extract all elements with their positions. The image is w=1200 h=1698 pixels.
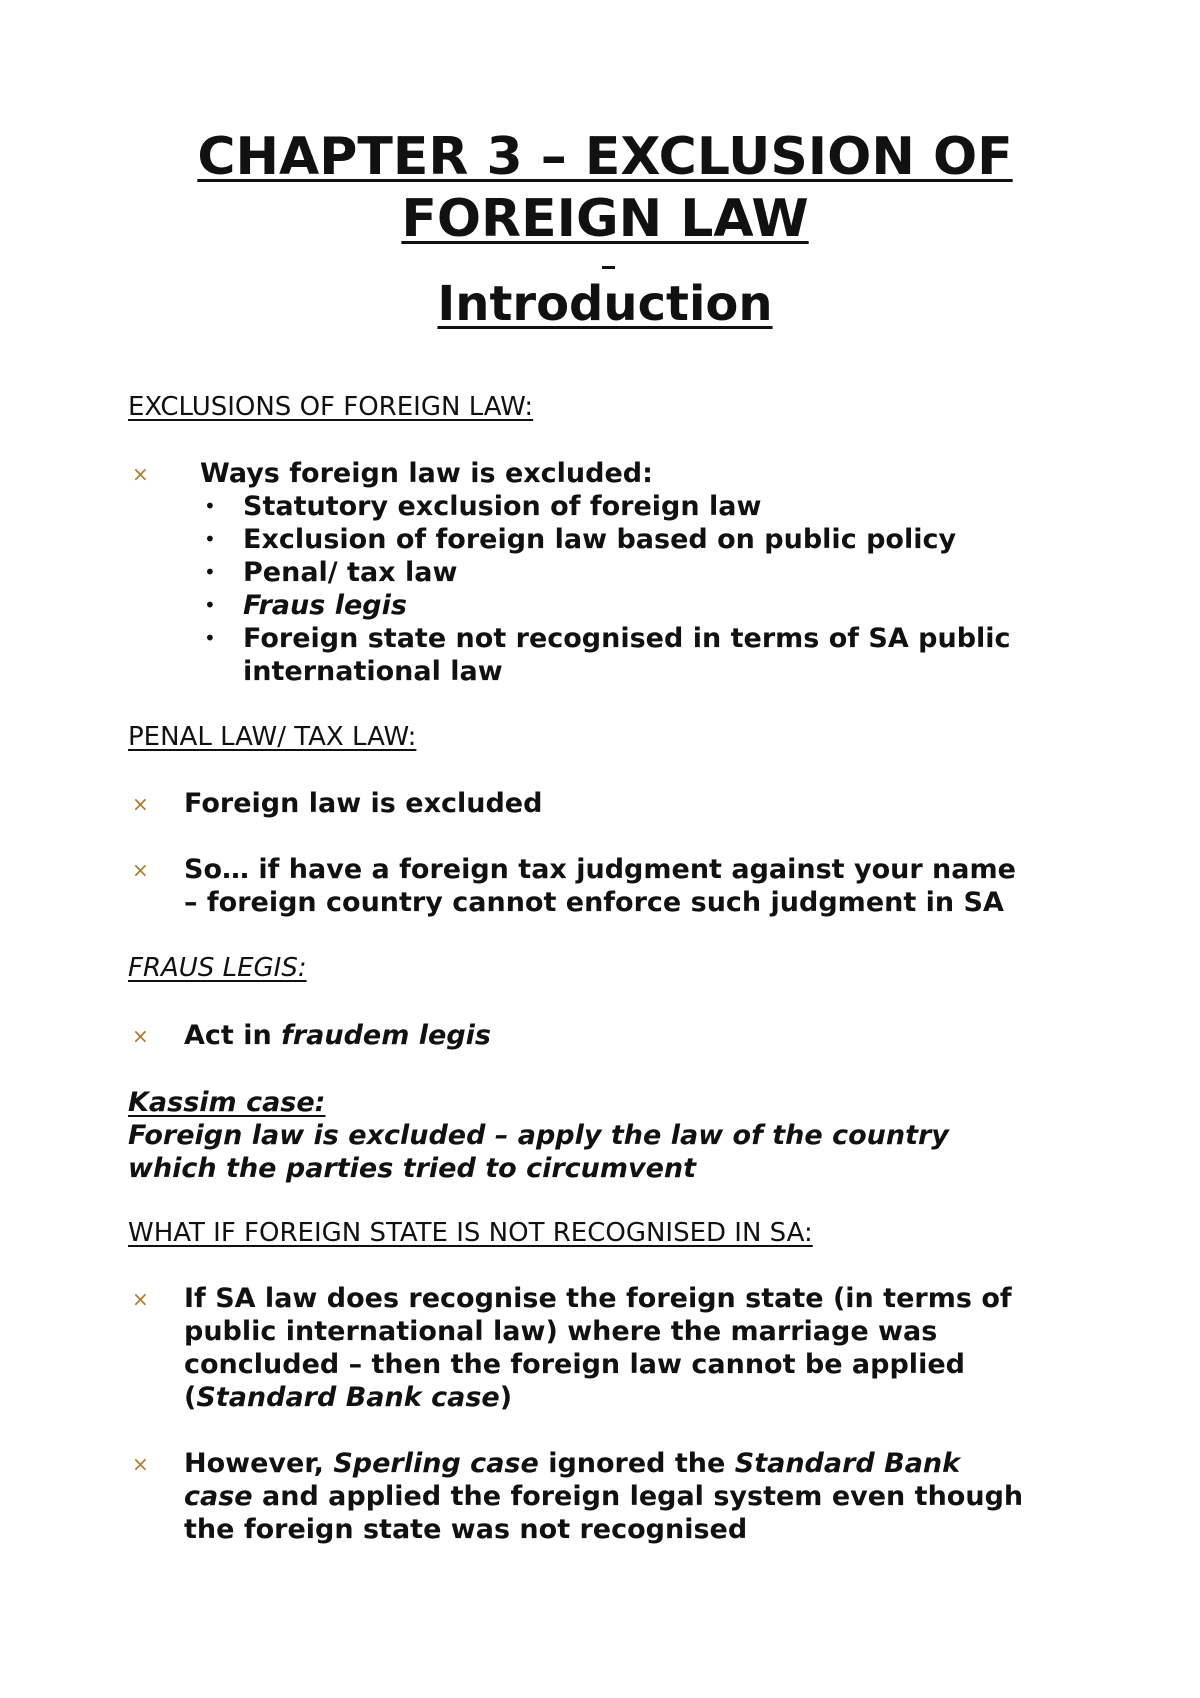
chapter-title-line2: FOREIGN LAW (401, 189, 809, 249)
heading-not-recognised: WHAT IF FOREIGN STATE IS NOT RECOGNISED IN SA: (128, 1218, 813, 1248)
fraus-point (184, 1019, 491, 1052)
dot-bullet-icon: • (204, 494, 216, 518)
dot-bullet-icon: • (204, 626, 216, 650)
ignored-text: ignored the (538, 1448, 735, 1479)
fraus-point-italic: fraudem legis (281, 1020, 491, 1051)
kassim-line-2: which the parties tried to circumvent (128, 1153, 697, 1184)
x-bullet-icon: × (132, 858, 149, 882)
paren-open: ( (184, 1382, 197, 1413)
recognition-point-2-line2 (184, 1480, 1023, 1513)
standard-bank-ref: Standard Bank (734, 1448, 961, 1479)
recognition-point-2-line3: the foreign state was not recognised (184, 1514, 748, 1545)
kassim-line-1: Foreign law is excluded – apply the law of the country (128, 1120, 949, 1151)
exclusion-item: Statutory exclusion of foreign law (243, 491, 762, 522)
x-bullet-icon: × (132, 1024, 149, 1048)
x-bullet-icon: × (132, 792, 149, 816)
recognition-point-1-line1: If SA law does recognise the foreign state (in terms of (184, 1283, 1012, 1314)
recognition-point-1-line2: public international law) where the marriage was (184, 1316, 938, 1347)
kassim-case-body (128, 1119, 1028, 1185)
section-title-introduction: Introduction (437, 276, 773, 332)
fraus-point-prefix: Act in (184, 1020, 282, 1051)
paren-close: ) (499, 1382, 513, 1413)
however-text: However, (184, 1448, 334, 1479)
exclusions-lead: Ways foreign law is excluded: (200, 458, 653, 489)
dot-bullet-icon: • (204, 527, 216, 551)
recognition-point-1-line4 (184, 1381, 512, 1414)
x-bullet-icon: × (132, 1452, 149, 1476)
penal-point-2-line2: – foreign country cannot enforce such judgment in SA (184, 887, 1004, 918)
recognition-point-1-line3: concluded – then the foreign law cannot be applied (184, 1349, 965, 1380)
x-bullet-icon: × (132, 462, 149, 486)
dot-bullet-icon: • (204, 560, 216, 584)
recognition-point-2-line1 (184, 1447, 960, 1480)
exclusion-item: Penal/ tax law (243, 557, 458, 588)
penal-point-1: Foreign law is excluded (184, 788, 543, 819)
chapter-title-line1: CHAPTER 3 – EXCLUSION OF (197, 127, 1013, 187)
dot-bullet-icon: • (204, 593, 216, 617)
heading-exclusions: EXCLUSIONS OF FOREIGN LAW: (128, 392, 534, 422)
sperling-case: Sperling case (333, 1448, 539, 1479)
exclusion-item-continued: international law (243, 656, 503, 687)
standard-bank-case: Standard Bank case (196, 1382, 500, 1413)
case-word: case (184, 1481, 253, 1512)
exclusion-item: Foreign state not recognised in terms of SA public (243, 623, 1011, 654)
dash-mark (602, 266, 615, 269)
kassim-case-heading: Kassim case: (128, 1087, 326, 1118)
applied-text: and applied the foreign legal system even though (252, 1481, 1024, 1512)
heading-fraus-legis: FRAUS LEGIS: (128, 953, 307, 983)
heading-penal-tax-law: PENAL LAW/ TAX LAW: (128, 722, 417, 752)
exclusion-item: Fraus legis (243, 590, 407, 621)
penal-point-2-line1: So… if have a foreign tax judgment against your name (184, 854, 1016, 885)
x-bullet-icon: × (132, 1287, 149, 1311)
exclusion-item: Exclusion of foreign law based on public policy (243, 524, 957, 555)
